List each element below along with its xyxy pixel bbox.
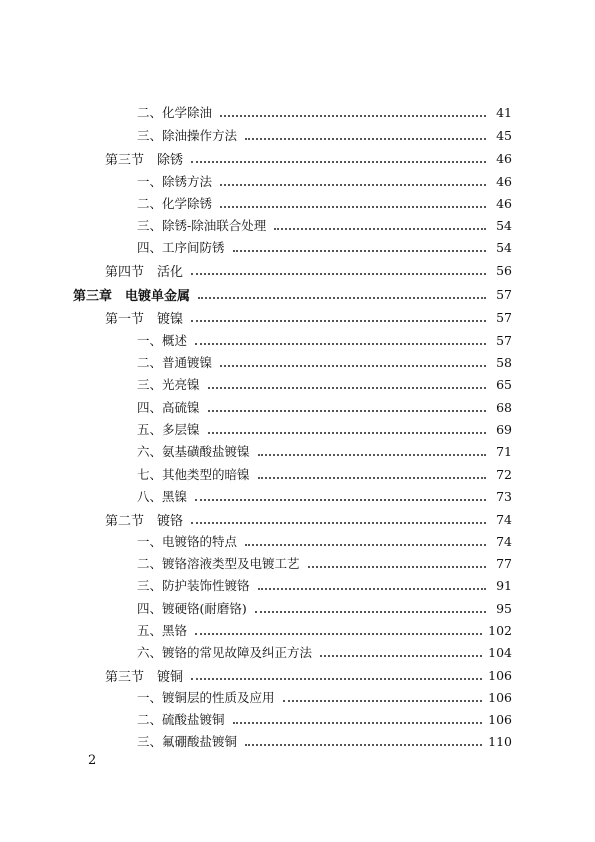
toc-entry bbox=[137, 125, 512, 145]
toc-section-title: 第三节 除锈 bbox=[105, 152, 184, 168]
toc-section-title: 第三节 镀铜 bbox=[105, 669, 184, 685]
toc-entry-page: 57 bbox=[496, 309, 512, 325]
toc-entry-page: 57 bbox=[496, 332, 512, 348]
toc-entry-page: 41 bbox=[496, 104, 512, 120]
toc-entry bbox=[137, 731, 512, 751]
toc-entry bbox=[137, 642, 512, 662]
dot-leader bbox=[198, 297, 486, 299]
toc-entry-page: 46 bbox=[496, 195, 512, 211]
toc-entry-title: 一、镀铜层的性质及应用 bbox=[137, 690, 275, 705]
dot-leader bbox=[191, 320, 486, 322]
toc-section-title: 第一节 镀镍 bbox=[105, 311, 184, 327]
toc-entry bbox=[137, 215, 512, 235]
toc-entry bbox=[137, 374, 512, 394]
dot-leader bbox=[233, 250, 486, 252]
toc-entry-page: 74 bbox=[496, 511, 512, 527]
toc-entry-title: 三、除油操作方法 bbox=[137, 128, 238, 143]
toc-entry-page: 102 bbox=[488, 622, 512, 638]
dot-leader bbox=[245, 744, 482, 746]
dot-leader bbox=[195, 343, 486, 345]
toc-entry-page: 54 bbox=[496, 239, 512, 255]
toc-entry bbox=[137, 330, 512, 350]
toc-section bbox=[105, 509, 512, 529]
toc-entry-page: 56 bbox=[496, 262, 512, 278]
toc-entry-page: 91 bbox=[496, 577, 512, 593]
toc-entry-title: 三、氟硼酸盐镀铜 bbox=[137, 734, 238, 749]
toc-entry bbox=[137, 352, 512, 372]
toc-entry bbox=[137, 464, 512, 484]
dot-leader bbox=[191, 273, 486, 275]
toc-entry-title: 六、氨基磺酸盐镀镍 bbox=[137, 444, 250, 459]
toc-entry bbox=[137, 441, 512, 461]
dot-leader bbox=[208, 432, 486, 434]
toc-entry-page: 46 bbox=[496, 173, 512, 189]
toc-entry-title: 二、化学除锈 bbox=[137, 196, 213, 211]
toc-entry bbox=[137, 687, 512, 707]
toc-entry-page: 54 bbox=[496, 217, 512, 233]
dot-leader bbox=[191, 678, 482, 680]
toc-entry bbox=[137, 237, 512, 257]
toc-entry-page: 65 bbox=[496, 376, 512, 392]
toc-entry bbox=[137, 102, 512, 122]
toc-entry bbox=[137, 397, 512, 417]
toc-entry-page: 104 bbox=[488, 644, 512, 660]
toc-entry bbox=[137, 620, 512, 640]
toc-entry-title: 三、光亮镍 bbox=[137, 377, 200, 392]
toc-entry-page: 106 bbox=[488, 711, 512, 727]
toc-entry-title: 一、概述 bbox=[137, 333, 188, 348]
toc-entry-title: 二、硫酸盐镀铜 bbox=[137, 712, 225, 727]
toc-entry-title: 二、普通镀镍 bbox=[137, 355, 213, 370]
dot-leader bbox=[283, 700, 483, 702]
toc-entry-page: 72 bbox=[496, 466, 512, 482]
dot-leader bbox=[191, 161, 486, 163]
dot-leader bbox=[195, 633, 482, 635]
toc-entry-title: 四、高硫镍 bbox=[137, 400, 200, 415]
dot-leader bbox=[220, 115, 486, 117]
toc-entry-page: 69 bbox=[496, 421, 512, 437]
dot-leader bbox=[220, 206, 486, 208]
toc-entry bbox=[137, 193, 512, 213]
dot-leader bbox=[233, 722, 483, 724]
dot-leader bbox=[255, 611, 486, 613]
toc-entry-title: 五、黑铬 bbox=[137, 623, 188, 638]
dot-leader bbox=[220, 365, 486, 367]
toc-entry bbox=[137, 575, 512, 595]
dot-leader bbox=[320, 655, 482, 657]
toc-entry-title: 六、镀铬的常见故障及纠正方法 bbox=[137, 645, 313, 660]
toc-entry-title: 一、电镀铬的特点 bbox=[137, 534, 238, 549]
dot-leader bbox=[258, 477, 486, 479]
dot-leader bbox=[258, 454, 486, 456]
toc-entry-title: 七、其他类型的暗镍 bbox=[137, 467, 250, 482]
toc-chapter-title: 第三章 电镀单金属 bbox=[73, 288, 191, 304]
toc-entry bbox=[137, 171, 512, 191]
dot-leader bbox=[208, 410, 486, 412]
toc-entry-page: 57 bbox=[496, 286, 512, 302]
toc-entry bbox=[137, 553, 512, 573]
toc-entry-page: 74 bbox=[496, 533, 512, 549]
toc-entry-page: 68 bbox=[496, 399, 512, 415]
toc-section bbox=[105, 665, 512, 685]
dot-leader bbox=[191, 522, 486, 524]
toc-entry-page: 45 bbox=[496, 127, 512, 143]
toc-entry bbox=[137, 419, 512, 439]
toc-entry-title: 二、镀铬溶液类型及电镀工艺 bbox=[137, 556, 300, 571]
dot-leader bbox=[308, 566, 486, 568]
toc-entry bbox=[137, 531, 512, 551]
toc-entry-page: 106 bbox=[488, 667, 512, 683]
dot-leader bbox=[245, 138, 486, 140]
toc-entry-title: 八、黑镍 bbox=[137, 489, 188, 504]
toc-entry-page: 106 bbox=[488, 689, 512, 705]
toc-entry-title: 一、除锈方法 bbox=[137, 174, 213, 189]
toc-entry-title: 二、化学除油 bbox=[137, 105, 213, 120]
toc-section-title: 第四节 活化 bbox=[105, 264, 184, 280]
toc-entry-title: 三、防护装饰性镀铬 bbox=[137, 578, 250, 593]
toc-entry-title: 四、工序间防锈 bbox=[137, 240, 225, 255]
toc-entry-page: 71 bbox=[496, 443, 512, 459]
dot-leader bbox=[258, 588, 486, 590]
toc-section bbox=[105, 260, 512, 280]
dot-leader bbox=[195, 499, 486, 501]
toc-entry-page: 95 bbox=[496, 600, 512, 616]
toc-entry-title: 三、除锈-除油联合处理 bbox=[137, 218, 267, 233]
page-number: 2 bbox=[88, 753, 97, 768]
toc-section bbox=[105, 307, 512, 327]
dot-leader bbox=[274, 228, 486, 230]
dot-leader bbox=[208, 387, 486, 389]
toc-entry-page: 46 bbox=[496, 150, 512, 166]
dot-leader bbox=[245, 544, 486, 546]
toc-entry-title: 五、多层镍 bbox=[137, 422, 200, 437]
toc-chapter bbox=[73, 284, 512, 304]
toc-entry bbox=[137, 486, 512, 506]
toc-entry-page: 58 bbox=[496, 354, 512, 370]
toc-entry-page: 110 bbox=[488, 733, 512, 749]
toc-entry-title: 四、镀硬铬(耐磨铬) bbox=[137, 601, 247, 616]
toc-entry-page: 77 bbox=[496, 555, 512, 571]
dot-leader bbox=[220, 184, 486, 186]
toc-section bbox=[105, 148, 512, 168]
toc-entry bbox=[137, 598, 512, 618]
toc-section-title: 第二节 镀铬 bbox=[105, 513, 184, 529]
toc-entry-page: 73 bbox=[496, 488, 512, 504]
toc-entry bbox=[137, 709, 512, 729]
